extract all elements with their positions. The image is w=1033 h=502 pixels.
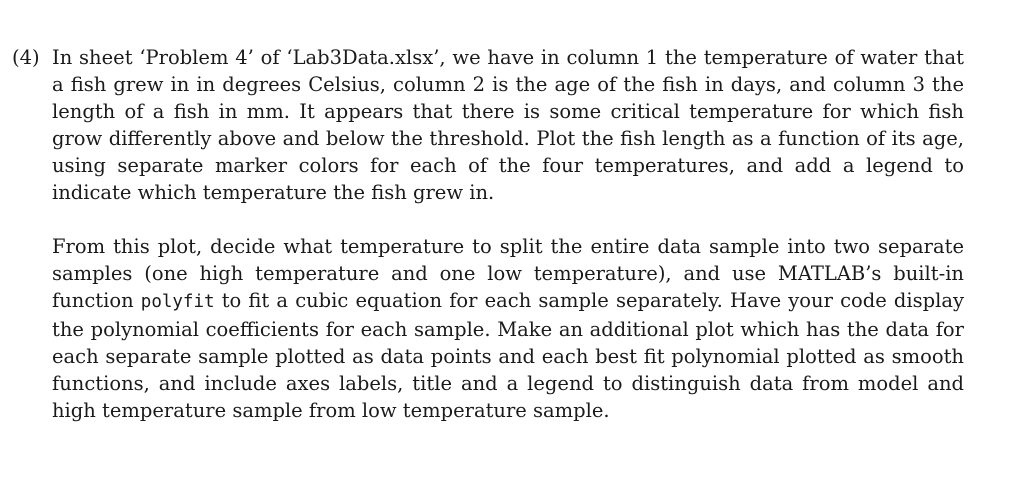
problem-body bbox=[52, 44, 964, 424]
problem-paragraph-2 bbox=[52, 233, 964, 424]
problem-number: (4) bbox=[12, 46, 40, 69]
paragraph-2-text-end: to fit a cubic equation for each sample separately. Have your code display the polynomial coefficients for each sample. Make an additional plot which has the data for each separate sample plotted as data points and each best fit polynomial plotted as smooth functions, and include axes labels, title and a legend to distinguish data from model and high temperature sample from low temperature sample. bbox=[52, 289, 964, 422]
problem-paragraph-1: In sheet ‘Problem 4’ of ‘Lab3Data.xlsx’, we have in column 1 the temperature of water that a fish grew in in degrees Celsius, column 2 is the age of the fish in days, and column 3 the length of a fish in mm. It appears that there is some critical temperature for which fish grow differently above and below the threshold. Plot the fish length as a function of its age, using separate marker colors for each of the four temperatures, and add a legend to indicate which temperature the fish grew in. bbox=[52, 46, 964, 204]
polyfit-code: polyfit bbox=[140, 292, 215, 312]
problem-4 bbox=[12, 44, 964, 424]
paragraph-2-text-start: From this plot, decide what temperature to split the entire data sample into two separate samples (one high temperature and one low temperature), and use MATLAB’s built-in function bbox=[52, 235, 964, 312]
